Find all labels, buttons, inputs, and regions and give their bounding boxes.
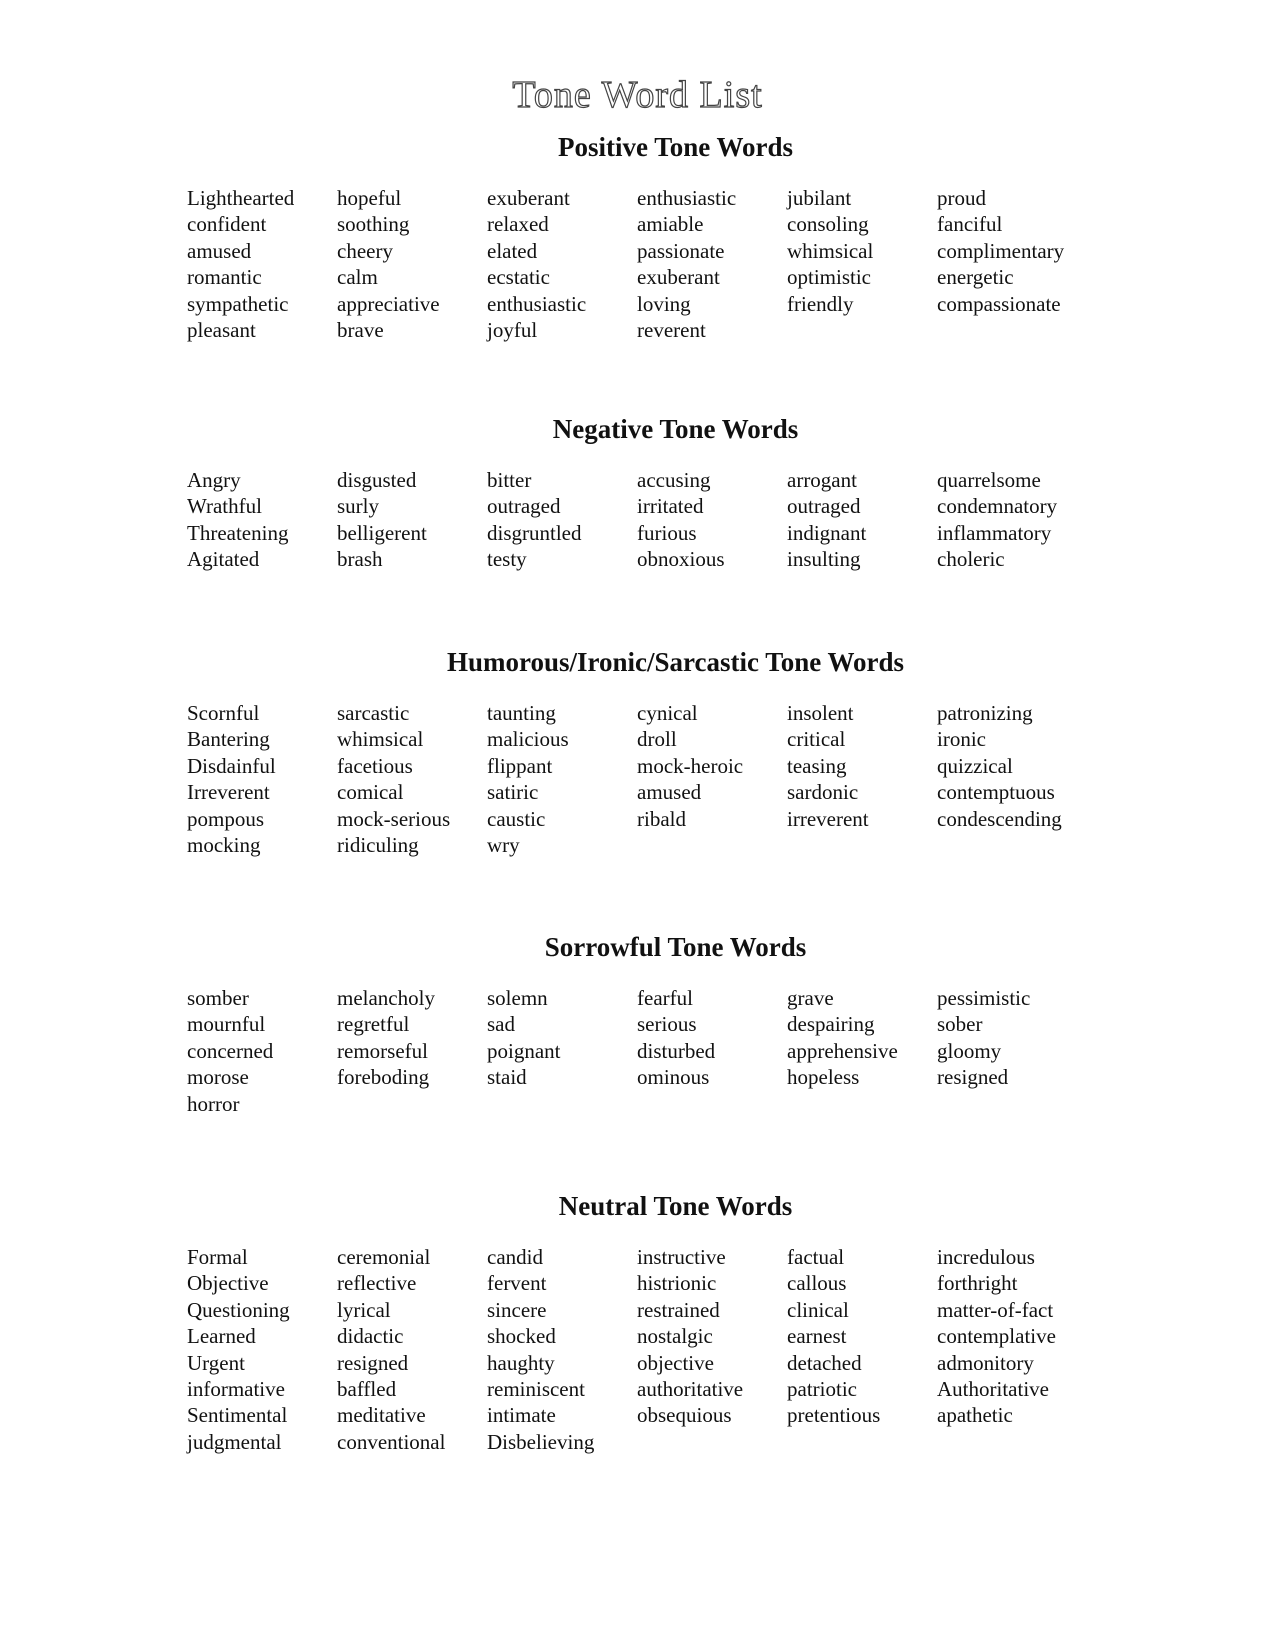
word: irritated xyxy=(637,494,704,519)
word: furious xyxy=(637,520,697,545)
word: pretentious xyxy=(787,1403,881,1428)
word-column xyxy=(487,700,637,858)
word: regretful xyxy=(337,1012,410,1037)
word: objective xyxy=(637,1350,714,1375)
section-heading: Positive Tone Words xyxy=(557,132,794,162)
section-heading: Negative Tone Words xyxy=(552,414,799,444)
word: authoritative xyxy=(637,1376,744,1401)
word: sarcastic xyxy=(337,701,410,725)
word: Sentimental xyxy=(187,1403,288,1428)
word-column xyxy=(787,700,937,832)
word: morose xyxy=(187,1065,249,1090)
word: appreciative xyxy=(337,291,440,316)
word: restrained xyxy=(637,1297,720,1322)
word: sardonic xyxy=(787,780,859,805)
word: nostalgic xyxy=(637,1324,713,1349)
word: enthusiastic xyxy=(487,291,587,316)
word: clinical xyxy=(787,1297,849,1322)
word: romantic xyxy=(187,265,262,290)
word: Agitated xyxy=(187,547,260,572)
word: patronizing xyxy=(937,701,1033,725)
word: somber xyxy=(187,986,249,1010)
word-column xyxy=(337,467,487,573)
section-humorous xyxy=(0,645,1275,857)
word-column xyxy=(187,467,337,573)
word: insulting xyxy=(787,547,861,572)
word: brash xyxy=(337,547,383,572)
word: grave xyxy=(787,986,834,1010)
word: melancholy xyxy=(337,986,435,1010)
word: Scornful xyxy=(187,701,260,725)
word: concerned xyxy=(187,1038,274,1063)
word: instructive xyxy=(637,1245,726,1269)
word: judgmental xyxy=(187,1429,282,1454)
word: comical xyxy=(337,780,404,805)
word: brave xyxy=(337,317,384,342)
word: disgruntled xyxy=(487,520,582,545)
word: mock-heroic xyxy=(637,753,744,778)
section-neutral xyxy=(0,1189,1275,1454)
word-column xyxy=(637,467,787,573)
word-grid xyxy=(187,700,1087,920)
word: detached xyxy=(787,1350,862,1375)
word: sober xyxy=(937,1012,983,1037)
word: outraged xyxy=(487,494,561,519)
page-title: Tone Word List xyxy=(512,74,763,116)
word: baffled xyxy=(337,1376,397,1401)
section-heading: Humorous/Ironic/Sarcastic Tone Words xyxy=(446,647,905,677)
word: hopeful xyxy=(337,186,402,210)
section-sorrowful xyxy=(0,930,1275,1116)
word: intimate xyxy=(487,1403,556,1428)
word: consoling xyxy=(787,212,869,237)
word: satiric xyxy=(487,780,539,805)
word: resigned xyxy=(937,1065,1009,1090)
word: remorseful xyxy=(337,1038,428,1063)
word-column xyxy=(787,1244,937,1429)
word-column xyxy=(937,700,1087,832)
section-heading: Neutral Tone Words xyxy=(558,1191,793,1221)
word-column xyxy=(487,1244,637,1455)
word: energetic xyxy=(937,265,1014,290)
word-column xyxy=(337,700,487,858)
word: Urgent xyxy=(187,1350,245,1375)
word: apathetic xyxy=(937,1403,1013,1428)
word: arrogant xyxy=(787,468,857,492)
word: calm xyxy=(337,265,378,290)
word: belligerent xyxy=(337,520,427,545)
word-column xyxy=(937,1244,1087,1429)
word: Threatening xyxy=(187,520,289,545)
word: relaxed xyxy=(487,212,549,237)
word: haughty xyxy=(487,1350,555,1375)
word: despairing xyxy=(787,1012,875,1037)
word: fanciful xyxy=(937,212,1003,237)
word: critical xyxy=(787,727,846,752)
word: testy xyxy=(487,547,527,572)
word: reverent xyxy=(637,317,706,342)
word: poignant xyxy=(487,1038,561,1063)
word: Learned xyxy=(187,1324,256,1349)
word: cynical xyxy=(637,701,698,725)
word: informative xyxy=(187,1376,285,1401)
word: inflammatory xyxy=(937,520,1052,545)
word: pessimistic xyxy=(937,986,1031,1010)
word: exuberant xyxy=(637,265,720,290)
word: Angry xyxy=(187,468,241,492)
word: optimistic xyxy=(787,265,871,290)
word: admonitory xyxy=(937,1350,1034,1375)
word: proud xyxy=(937,186,986,210)
word: didactic xyxy=(337,1324,404,1349)
section-heading: Sorrowful Tone Words xyxy=(544,932,807,962)
word: exuberant xyxy=(487,186,570,210)
word-column xyxy=(487,185,637,343)
word: meditative xyxy=(337,1403,426,1428)
word: whimsical xyxy=(787,238,874,263)
word: Disdainful xyxy=(187,753,276,778)
word: patriotic xyxy=(787,1376,857,1401)
word-column xyxy=(937,985,1087,1091)
word: cheery xyxy=(337,238,393,263)
word: histrionic xyxy=(637,1271,717,1296)
word: lyrical xyxy=(337,1297,391,1322)
word: matter-of-fact xyxy=(937,1297,1054,1322)
word: sympathetic xyxy=(187,291,289,316)
word-column xyxy=(787,985,937,1091)
word: outraged xyxy=(787,494,861,519)
word: factual xyxy=(787,1245,845,1269)
word: incredulous xyxy=(937,1245,1035,1269)
word: droll xyxy=(637,727,677,752)
word-column xyxy=(637,185,787,343)
word-column xyxy=(187,185,337,343)
word: fervent xyxy=(487,1271,547,1296)
word: passionate xyxy=(637,238,725,263)
word-column xyxy=(637,700,787,832)
word: Formal xyxy=(187,1245,248,1269)
word: obsequious xyxy=(637,1403,732,1428)
word: apprehensive xyxy=(787,1038,898,1063)
word-column xyxy=(337,985,487,1091)
word: ridiculing xyxy=(337,832,419,857)
word: caustic xyxy=(487,806,546,831)
word: staid xyxy=(487,1065,527,1090)
word-column xyxy=(487,467,637,573)
word: hopeless xyxy=(787,1065,860,1090)
word: flippant xyxy=(487,753,553,778)
word: condescending xyxy=(937,806,1062,831)
word: ribald xyxy=(637,806,686,831)
word: soothing xyxy=(337,212,410,237)
word: Lighthearted xyxy=(187,186,295,210)
word: elated xyxy=(487,238,538,263)
word: accusing xyxy=(637,468,711,492)
word: forthright xyxy=(937,1271,1018,1296)
word: teasing xyxy=(787,753,847,778)
word: serious xyxy=(637,1012,697,1037)
word: jubilant xyxy=(787,186,852,210)
word: Questioning xyxy=(187,1297,290,1322)
word: reflective xyxy=(337,1271,417,1296)
word: mocking xyxy=(187,832,261,857)
word: obnoxious xyxy=(637,547,725,572)
word: disturbed xyxy=(637,1038,716,1063)
word: sad xyxy=(487,1012,515,1037)
word: loving xyxy=(637,291,691,316)
word: amused xyxy=(637,780,702,805)
word: bitter xyxy=(487,468,532,492)
word: amused xyxy=(187,238,252,263)
word-column xyxy=(487,985,637,1091)
word: indignant xyxy=(787,520,867,545)
word: irreverent xyxy=(787,806,869,831)
word-column xyxy=(637,985,787,1091)
word: contemptuous xyxy=(937,780,1055,805)
word: Authoritative xyxy=(937,1376,1049,1401)
word: mock-serious xyxy=(337,806,451,831)
word: solemn xyxy=(487,986,548,1010)
word: surly xyxy=(337,494,379,519)
word-grid xyxy=(187,985,1087,1205)
word: quarrelsome xyxy=(937,468,1041,492)
word: confident xyxy=(187,212,267,237)
word: facetious xyxy=(337,753,413,778)
word: resigned xyxy=(337,1350,409,1375)
word: earnest xyxy=(787,1324,847,1349)
word: malicious xyxy=(487,727,569,752)
word: reminiscent xyxy=(487,1376,585,1401)
word: mournful xyxy=(187,1012,266,1037)
word: quizzical xyxy=(937,753,1013,778)
word-column xyxy=(937,467,1087,573)
word-column xyxy=(337,1244,487,1455)
word: enthusiastic xyxy=(637,186,737,210)
word: amiable xyxy=(637,212,704,237)
word: gloomy xyxy=(937,1038,1002,1063)
word: horror xyxy=(187,1091,240,1116)
word-column xyxy=(787,185,937,317)
word: conventional xyxy=(337,1429,446,1454)
word-column xyxy=(187,985,337,1117)
word: pompous xyxy=(187,806,265,831)
word-column xyxy=(787,467,937,573)
word: foreboding xyxy=(337,1065,430,1090)
word: sincere xyxy=(487,1297,547,1322)
word: Irreverent xyxy=(187,780,270,805)
section-positive xyxy=(0,130,1275,342)
word: callous xyxy=(787,1271,847,1296)
word: candid xyxy=(487,1245,543,1269)
word: condemnatory xyxy=(937,494,1058,519)
word-column xyxy=(187,1244,337,1455)
word-column xyxy=(937,185,1087,317)
word: ceremonial xyxy=(337,1245,431,1269)
word-column xyxy=(187,700,337,858)
word: disgusted xyxy=(337,468,417,492)
word: ominous xyxy=(637,1065,710,1090)
word: insolent xyxy=(787,701,854,725)
word: whimsical xyxy=(337,727,424,752)
word: compassionate xyxy=(937,291,1061,316)
word: pleasant xyxy=(187,317,256,342)
word-grid xyxy=(187,185,1087,405)
section-negative xyxy=(0,412,1275,572)
word: taunting xyxy=(487,701,556,725)
word: shocked xyxy=(487,1324,556,1349)
word: complimentary xyxy=(937,238,1065,263)
word-column xyxy=(637,1244,787,1429)
word: joyful xyxy=(487,317,538,342)
word: Disbelieving xyxy=(487,1429,595,1454)
word-column xyxy=(337,185,487,343)
word: Objective xyxy=(187,1271,269,1296)
word: contemplative xyxy=(937,1324,1056,1349)
word: friendly xyxy=(787,291,854,316)
word: ironic xyxy=(937,727,986,752)
word: choleric xyxy=(937,547,1005,572)
word-grid xyxy=(187,1244,1087,1464)
word: Bantering xyxy=(187,727,270,752)
word: fearful xyxy=(637,986,693,1010)
word: Wrathful xyxy=(187,494,262,519)
word: ecstatic xyxy=(487,265,550,290)
word: wry xyxy=(487,832,520,857)
